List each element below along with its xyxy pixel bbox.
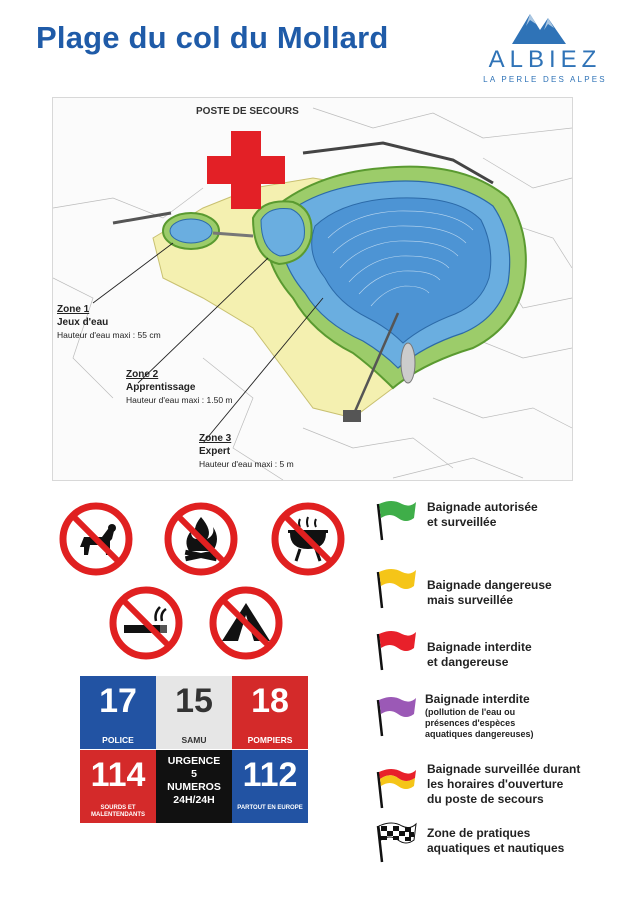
purple-flag-icon xyxy=(370,694,420,738)
pompiers-label: POMPIERS xyxy=(247,735,293,745)
zone-3-label xyxy=(199,432,294,471)
yellow-flag-icon xyxy=(370,566,420,610)
legend-checkered-line2: aquatiques et nautiques xyxy=(427,841,565,855)
police-number xyxy=(80,676,156,749)
urgence-line4: 24H/24H xyxy=(173,794,215,806)
zone-1-label xyxy=(57,303,161,342)
samu-number xyxy=(156,676,232,749)
legend-redyellow-line2: les horaires d'ouverture xyxy=(427,777,564,791)
poste-de-secours-label: POSTE DE SECOURS xyxy=(196,106,299,117)
legend-red-line2: et dangereuse xyxy=(427,655,509,669)
legend-purple-small2: présences d'espèces xyxy=(425,718,516,728)
zone-3-name: Expert xyxy=(199,446,231,457)
legend-yellow-line2: mais surveillée xyxy=(427,593,514,607)
checkered-flag-icon xyxy=(370,820,420,864)
legend-green-line1: Baignade autorisée xyxy=(427,500,538,514)
logo-tagline: LA PERLE DES ALPES xyxy=(483,75,607,84)
pompiers-number-value: 18 xyxy=(251,682,289,720)
urgence-line3: NUMEROS xyxy=(167,781,221,793)
green-flag-icon xyxy=(370,498,420,542)
legend-checkered-line1: Zone de pratiques xyxy=(427,826,531,840)
sourds-number xyxy=(80,750,156,823)
prohibition-signs xyxy=(50,495,350,670)
legend-yellow-line1: Baignade dangereuse xyxy=(427,578,552,592)
no-camping-icon xyxy=(208,585,284,661)
zone-2-title: Zone 2 xyxy=(126,369,159,380)
pompiers-number xyxy=(232,676,308,749)
page-title: Plage du col du Mollard xyxy=(36,20,389,55)
beach-map xyxy=(52,97,573,481)
zone-2-depth: Hauteur d'eau maxi : 1.50 m xyxy=(126,395,233,405)
legend-purple-line1: Baignade interdite xyxy=(425,692,530,706)
urgence-block xyxy=(156,750,232,823)
samu-label: SAMU xyxy=(181,735,207,745)
urgence-line2: 5 xyxy=(191,768,197,780)
europe-number xyxy=(232,750,308,823)
zone-2-name: Apprentissage xyxy=(126,382,196,393)
urgence-line1: URGENCE xyxy=(167,755,221,767)
no-dogs-icon xyxy=(58,501,134,577)
europe-number-value: 112 xyxy=(242,756,298,794)
police-label: POLICE xyxy=(102,735,134,745)
mountain-logo-icon xyxy=(470,6,620,46)
legend-redyellow-line1: Baignade surveillée durant xyxy=(427,762,581,776)
legend-item-green xyxy=(370,498,620,548)
albiez-logo xyxy=(470,6,620,86)
legend-item-purple xyxy=(370,690,620,750)
zone-1-depth: Hauteur d'eau maxi : 55 cm xyxy=(57,330,161,340)
no-fire-icon xyxy=(163,501,239,577)
sourds-label: SOURDS ET MALENTENDANTS xyxy=(91,805,145,818)
emergency-numbers xyxy=(80,676,308,823)
zone-3-title: Zone 3 xyxy=(199,433,232,444)
zone-2-label xyxy=(126,368,233,407)
legend-redyellow-line3: du poste de secours xyxy=(427,792,544,806)
zone-1-name: Jeux d'eau xyxy=(57,317,109,328)
samu-number-value: 15 xyxy=(175,682,213,720)
legend-item-red-yellow xyxy=(370,760,620,820)
sourds-number-value: 114 xyxy=(90,756,146,794)
police-number-value: 17 xyxy=(99,682,137,720)
legend-item-yellow xyxy=(370,566,620,616)
zone-3-depth: Hauteur d'eau maxi : 5 m xyxy=(199,459,294,469)
red-flag-icon xyxy=(370,628,420,672)
legend-red-line1: Baignade interdite xyxy=(427,640,532,654)
no-barbecue-icon xyxy=(270,501,346,577)
legend-purple-small3: aquatiques dangereuses) xyxy=(425,729,534,739)
logo-name: ALBIEZ xyxy=(488,46,602,73)
zone-1-title: Zone 1 xyxy=(57,304,90,315)
legend-purple-small1: (pollution de l'eau ou xyxy=(425,707,516,717)
red-yellow-flag-icon xyxy=(370,766,420,810)
legend-green-line2: et surveillée xyxy=(427,515,497,529)
legend-item-checkered xyxy=(370,820,620,868)
legend-item-red xyxy=(370,628,620,678)
flag-legend xyxy=(370,498,620,868)
map-drawing xyxy=(53,98,572,480)
no-smoking-icon xyxy=(108,585,184,661)
europe-label: PARTOUT EN EUROPE xyxy=(237,805,303,811)
